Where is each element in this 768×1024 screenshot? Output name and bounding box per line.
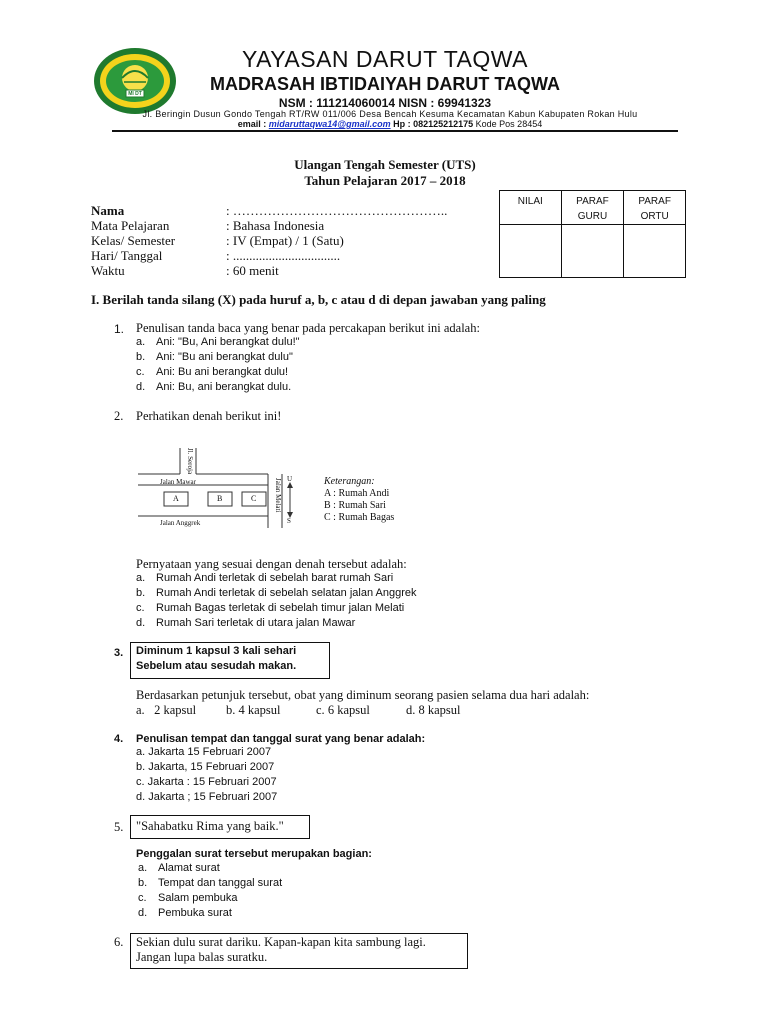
q1-option-a[interactable]: a. Ani: "Bu, Ani berangkat dulu!" (136, 336, 300, 348)
info-label-name: Nama (91, 203, 125, 218)
school-contact (110, 119, 670, 129)
email-label: email : (237, 119, 269, 129)
info-value-subject: : Bahasa Indonesia (226, 218, 325, 233)
school-address: Jl. Beringin Dusun Gondo Tengah RT/RW 011/006 Desa Bencah Kesuma Kecamatan Kabun Kabupaten Rokan Hulu (142, 109, 638, 119)
info-label-time: Waktu (91, 263, 125, 278)
q5-option-d[interactable]: d. Pembuka surat (138, 907, 232, 919)
score-header-nilai: NILAI (500, 191, 562, 225)
info-label-date: Hari/ Tanggal (91, 248, 163, 263)
map-house-c: C (251, 494, 257, 503)
q3-option-b[interactable]: b. 4 kapsul (226, 703, 281, 717)
exam-title: Ulangan Tengah Semester (UTS) (294, 157, 476, 172)
q2-option-c[interactable]: c. Rumah Bagas terletak di sebelah timur jalan Melati (136, 602, 405, 614)
school-nsm: NSM : 111214060014 NISN : 69941323 (278, 96, 492, 110)
score-cell-paraf-guru[interactable] (561, 225, 624, 278)
postcode: Kode Pos 28454 (475, 119, 543, 129)
q2-prompt: Pernyataan yang sesuai dengan denah tersebut adalah: (136, 557, 407, 571)
q3-number: 3. (114, 647, 124, 659)
q5-option-c[interactable]: c. Salam pembuka (138, 892, 238, 904)
q1-option-d[interactable]: d. Ani: Bu, ani berangkat dulu. (136, 381, 292, 393)
q1-text: Penulisan tanda baca yang benar pada percakapan berikut ini adalah: (136, 321, 480, 335)
email-link[interactable]: midaruttaqwa14@gmail.com (268, 119, 391, 129)
score-cell-paraf-ortu[interactable] (624, 225, 686, 278)
info-value-time: : 60 menit (226, 263, 279, 278)
q2-number: 2. (114, 409, 124, 423)
q2-option-d[interactable]: d. Rumah Sari terletak di utara jalan Mawar (136, 617, 356, 629)
neighborhood-map (138, 448, 438, 533)
q6-quote-box (130, 933, 468, 969)
q5-number: 5. (114, 820, 124, 834)
map-house-a: A (173, 494, 179, 503)
map-south-label: S (287, 517, 291, 525)
q4-option-b[interactable]: b. Jakarta, 15 Februari 2007 (136, 761, 275, 773)
info-label-subject: Mata Pelajaran (91, 218, 170, 233)
map-legend-title: Keterangan: (324, 476, 375, 487)
score-header-paraf-guru: PARAF GURU (561, 191, 624, 225)
q3-box-line2: Sebelum atau sesudah makan. (136, 660, 297, 672)
q5-quote-box (130, 815, 310, 839)
info-value-name[interactable]: : ………………………………………….. (226, 203, 448, 218)
foundation-name: YAYASAN DARUT TAQWA (242, 46, 528, 72)
q5-text: Penggalan surat tersebut merupakan bagian: (136, 848, 372, 860)
logo-text: MI DT (128, 91, 142, 97)
map-road-anggrek: Jalan Anggrek (160, 519, 201, 527)
q6-number: 6. (114, 935, 124, 949)
q6-quote-line2: Jangan lupa balas suratku. (136, 950, 268, 964)
exam-year: Tahun Pelajaran 2017 – 2018 (304, 173, 466, 188)
q4-number: 4. (114, 733, 124, 745)
map-house-b: B (217, 494, 223, 503)
map-road-mawar: Jalan Mawar (160, 478, 196, 486)
map-north-label: U (287, 475, 293, 483)
q1-option-b[interactable]: b. Ani: "Bu ani berangkat dulu" (136, 351, 293, 363)
map-legend-a: A : Rumah Andi (324, 488, 390, 499)
q3-text: Berdasarkan petunjuk tersebut, obat yang diminum seorang pasien selama dua hari adalah: (136, 688, 590, 702)
q5-option-b[interactable]: b. Tempat dan tanggal surat (138, 877, 283, 889)
phone: Hp : 082125212175 (390, 119, 476, 129)
info-label-class: Kelas/ Semester (91, 233, 176, 248)
info-value-date[interactable]: : ................................. (226, 248, 341, 263)
section-instruction: I. Berilah tanda silang (X) pada huruf a, b, c atau d di depan jawaban yang paling (91, 292, 546, 307)
map-road-melati: Jalan Melati (274, 478, 282, 513)
q2-option-a[interactable]: a. Rumah Andi terletak di sebelah barat rumah Sari (136, 572, 394, 584)
q1-option-c[interactable]: c. Ani: Bu ani berangkat dulu! (136, 366, 289, 378)
q4-text: Penulisan tempat dan tanggal surat yang benar adalah: (136, 733, 426, 745)
q3-option-a[interactable]: a. 2 kapsul (136, 703, 197, 717)
q3-box-line1: Diminum 1 kapsul 3 kali sehari (136, 645, 297, 657)
map-legend-c: C : Rumah Bagas (324, 512, 395, 523)
q5-quote: "Sahabatku Rima yang baik." (136, 819, 284, 833)
score-table (499, 190, 686, 278)
q1-number: 1. (114, 322, 125, 336)
q3-option-c[interactable]: c. 6 kapsul (316, 703, 370, 717)
q6-quote-line1: Sekian dulu surat dariku. Kapan-kapan kita sambung lagi. (136, 935, 426, 949)
school-name: MADRASAH IBTIDAIYAH DARUT TAQWA (210, 74, 560, 94)
q3-instruction-box (130, 642, 330, 679)
q2-option-b[interactable]: b. Rumah Andi terletak di sebelah selatan jalan Anggrek (136, 587, 417, 599)
q2-text: Perhatikan denah berikut ini! (136, 409, 282, 423)
score-header-paraf-ortu: PARAF ORTU (624, 191, 686, 225)
q4-option-c[interactable]: c. Jakarta : 15 Februari 2007 (136, 776, 277, 788)
q3-option-d[interactable]: d. 8 kapsul (406, 703, 461, 717)
info-value-class: : IV (Empat) / 1 (Satu) (226, 233, 344, 248)
map-legend-b: B : Rumah Sari (324, 500, 386, 511)
score-cell-nilai[interactable] (500, 225, 562, 278)
map-road-seroja: Jl. Seroja (186, 448, 194, 475)
q4-option-d[interactable]: d. Jakarta ; 15 Februari 2007 (136, 791, 278, 803)
q4-option-a[interactable]: a. Jakarta 15 Februari 2007 (136, 746, 272, 758)
q5-option-a[interactable]: a. Alamat surat (138, 862, 220, 874)
school-logo (92, 46, 178, 116)
header-divider (112, 130, 678, 132)
